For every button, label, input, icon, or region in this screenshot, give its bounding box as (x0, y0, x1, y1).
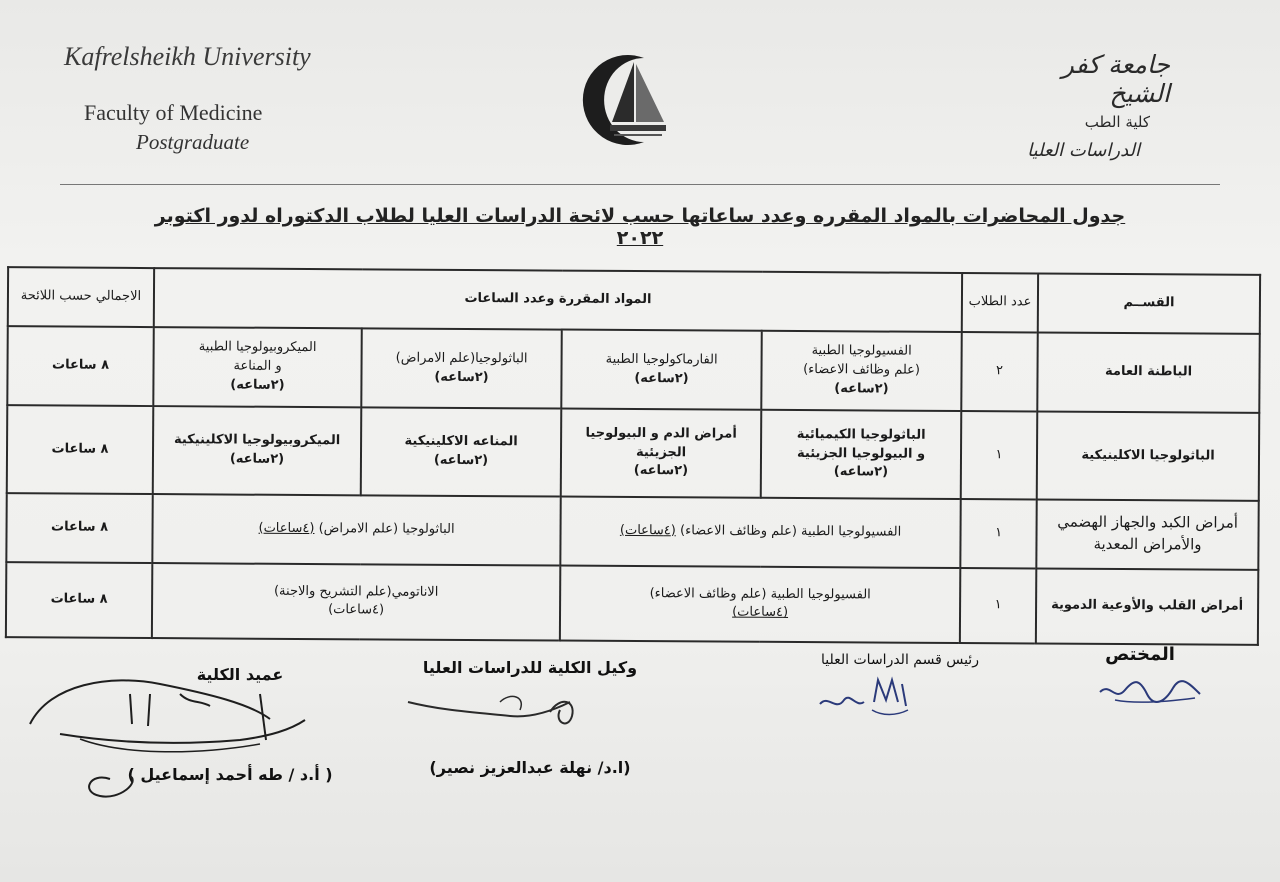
department-cell: الباثولوجيا الاكلينيكية (1037, 412, 1260, 501)
subject-cell (361, 328, 561, 409)
department-cell: أمراض الكبد والجهاز الهضمي والأمراض المعدية (1036, 499, 1258, 569)
total-cell: ٨ ساعات (6, 493, 152, 563)
subject-name: الميكروبيولوجيا الاكلينيكية (173, 432, 341, 449)
subject-hours: (٢ساعه) (230, 377, 285, 393)
subject-hours: (٢ساعه) (229, 451, 285, 467)
total-cell: ٨ ساعات (6, 562, 152, 638)
header-divider (60, 184, 1220, 185)
subject-cell (152, 563, 560, 641)
subject-cell (560, 565, 960, 643)
table-row (7, 326, 1260, 413)
subject-hours: (٢ساعه) (833, 464, 889, 480)
postgraduate-en: Postgraduate (136, 130, 250, 154)
subject-name: الباثولوجيا الكيميائية (796, 426, 926, 443)
total-cell: ٨ ساعات (7, 405, 154, 493)
subject-cell (561, 330, 761, 411)
header-total: الاجمالي حسب اللائحة (8, 267, 154, 327)
subject-hours: (٤ساعات) (328, 602, 385, 618)
vice-dean-title: وكيل الكلية للدراسات العليا (422, 658, 638, 677)
subject-name: الفسيولوجيا الطبية (علم وظائف الاعضاء) (649, 585, 871, 602)
subject-hours: (٤ساعات) (258, 520, 315, 536)
subject-hours: (٢ساعه) (634, 370, 689, 386)
document-title: جدول المحاضرات بالمواد المقرره وعدد ساعاتها حسب لائحة الدراسات العليا لطلاب الدكتوراه لدور اكتوبر ٢٠٢٢ (154, 205, 1126, 249)
subject-cell (761, 331, 961, 412)
vice-dean-name: (ا.د/ نهلة عبدالعزيز نصير) (429, 758, 631, 777)
department-cell: الباطنة العامة (1037, 332, 1259, 413)
header-subjects: المواد المقررة وعدد الساعات (154, 268, 962, 332)
total-cell: ٨ ساعات (7, 326, 153, 406)
subject-name: الفسيولوجيا الطبية (811, 343, 912, 360)
faculty-name-ar: كلية الطب (1084, 113, 1150, 131)
subject-hours: (٤ساعات) (732, 604, 789, 621)
header-student-count: عدد الطلاب (962, 273, 1038, 332)
department-cell: أمراض القلب والأوعية الدموية (1036, 568, 1258, 645)
subject-name: الباثولوجيا (علم الامراض) (318, 520, 455, 537)
table-row (6, 493, 1258, 570)
dean-title: عميد الكلية (196, 665, 284, 684)
subject-hours: (٢ساعه) (633, 463, 689, 479)
count-cell: ١ (960, 568, 1036, 644)
university-name-en: Kafrelsheikh University (64, 42, 311, 71)
subject-name: الميكروبيولوجيا الطبية (198, 339, 317, 356)
count-cell: ١ (961, 411, 1038, 499)
subject-cell (560, 496, 960, 568)
header-department: القســم (1038, 273, 1260, 333)
sailboat-crescent-logo-icon (574, 50, 684, 150)
subject-hours: (٢ساعه) (834, 381, 889, 397)
subject-name: الباثولوجيا(علم الامراض) (395, 350, 528, 367)
head-postgrad-signature-icon (812, 672, 922, 722)
vice-dean-signature-icon (400, 682, 600, 742)
count-cell: ٢ (961, 332, 1037, 412)
table-row (6, 562, 1258, 645)
subject-detail: و المناعة (233, 358, 282, 375)
specialist-signature-icon (1095, 672, 1205, 708)
header-row (8, 267, 1260, 334)
dean-signature-icon (20, 664, 320, 814)
table-row (7, 405, 1260, 500)
subject-hours: (٢ساعه) (433, 452, 489, 469)
subject-cell (152, 494, 560, 566)
subject-detail: و البيولوجيا الجزيئية (797, 445, 926, 462)
head-postgrad-label: رئيس قسم الدراسات العليا (821, 652, 979, 668)
subject-name: المناعه الاكلينيكية (404, 433, 518, 450)
faculty-name-en: Faculty of Medicine (84, 100, 263, 125)
subject-detail: (علم وظائف الاعضاء) (803, 362, 921, 378)
subject-cell (153, 327, 362, 408)
subject-detail: الجزيئية (635, 444, 687, 460)
subject-name: الفارماكولوجيا الطبية (605, 351, 718, 368)
subject-cell (153, 406, 362, 495)
specialist-label: المختص (1105, 644, 1175, 665)
subject-name: أمراض الدم و البيولوجيا (585, 425, 737, 442)
subject-cell (761, 410, 962, 499)
subject-hours: (٢ساعه) (434, 369, 489, 385)
subject-name: الفسيولوجيا الطبية (علم وظائف الاعضاء) (679, 523, 902, 540)
schedule-table (5, 266, 1261, 646)
subject-cell (361, 408, 562, 497)
count-cell: ١ (960, 499, 1036, 569)
subject-hours: (٤ساعات) (619, 522, 676, 539)
subject-cell (561, 409, 762, 498)
postgraduate-ar: الدراسات العليا (1027, 140, 1140, 161)
dean-name: ( أ.د / طه أحمد إسماعيل ) (127, 765, 333, 784)
university-name-ar: جامعة كفر الشيخ (1061, 50, 1170, 108)
subject-name: الاناتومي(علم التشريح والاجنة) (273, 583, 439, 600)
